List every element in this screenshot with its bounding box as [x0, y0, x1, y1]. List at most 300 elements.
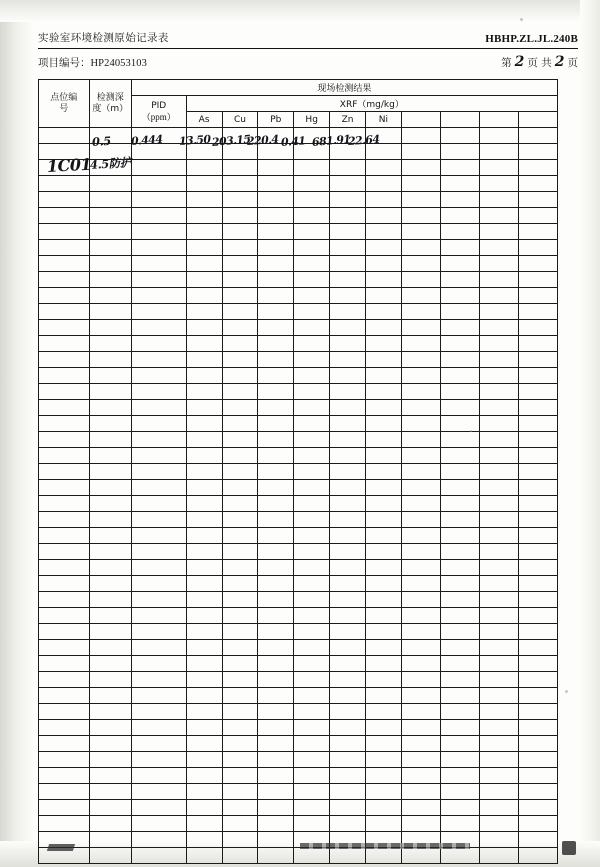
table-cell[interactable]	[258, 480, 294, 496]
table-cell[interactable]	[258, 736, 294, 752]
table-cell[interactable]	[479, 384, 518, 400]
table-row[interactable]	[39, 176, 558, 192]
table-cell[interactable]	[518, 752, 557, 768]
table-cell[interactable]	[294, 464, 330, 480]
table-cell[interactable]	[440, 848, 479, 864]
table-cell[interactable]	[89, 672, 131, 688]
table-cell[interactable]	[479, 496, 518, 512]
table-cell[interactable]	[258, 784, 294, 800]
table-cell[interactable]	[294, 512, 330, 528]
table-cell[interactable]	[440, 480, 479, 496]
table-cell[interactable]	[186, 720, 222, 736]
table-cell[interactable]	[186, 496, 222, 512]
table-cell[interactable]	[518, 528, 557, 544]
table-cell[interactable]	[89, 176, 131, 192]
table-cell[interactable]	[330, 576, 366, 592]
table-cell[interactable]	[365, 704, 401, 720]
table-row[interactable]	[39, 848, 558, 864]
table-cell[interactable]	[294, 848, 330, 864]
table-cell[interactable]	[365, 768, 401, 784]
table-cell[interactable]	[518, 816, 557, 832]
table-cell[interactable]	[258, 592, 294, 608]
table-row[interactable]	[39, 800, 558, 816]
table-cell[interactable]	[39, 144, 90, 160]
table-cell[interactable]	[131, 800, 186, 816]
table-cell[interactable]	[222, 720, 258, 736]
table-cell[interactable]	[89, 624, 131, 640]
table-cell[interactable]	[518, 848, 557, 864]
table-cell[interactable]	[479, 320, 518, 336]
table-cell[interactable]	[222, 512, 258, 528]
table-cell[interactable]	[479, 560, 518, 576]
table-cell[interactable]	[365, 128, 401, 144]
table-cell[interactable]	[479, 448, 518, 464]
table-cell[interactable]	[294, 272, 330, 288]
table-cell[interactable]	[186, 272, 222, 288]
table-cell[interactable]	[222, 224, 258, 240]
table-cell[interactable]	[365, 848, 401, 864]
table-cell[interactable]	[186, 320, 222, 336]
table-cell[interactable]	[440, 128, 479, 144]
table-cell[interactable]	[89, 736, 131, 752]
table-cell[interactable]	[131, 144, 186, 160]
table-cell[interactable]	[401, 640, 440, 656]
table-cell[interactable]	[39, 464, 90, 480]
table-cell[interactable]	[330, 224, 366, 240]
table-cell[interactable]	[518, 832, 557, 848]
table-cell[interactable]	[401, 144, 440, 160]
table-cell[interactable]	[131, 448, 186, 464]
table-cell[interactable]	[479, 400, 518, 416]
table-cell[interactable]	[39, 704, 90, 720]
table-cell[interactable]	[89, 576, 131, 592]
table-cell[interactable]	[131, 704, 186, 720]
table-cell[interactable]	[222, 816, 258, 832]
table-cell[interactable]	[518, 240, 557, 256]
table-cell[interactable]	[39, 288, 90, 304]
table-cell[interactable]	[131, 128, 186, 144]
table-cell[interactable]	[186, 256, 222, 272]
table-cell[interactable]	[365, 336, 401, 352]
table-cell[interactable]	[131, 832, 186, 848]
table-cell[interactable]	[131, 816, 186, 832]
table-cell[interactable]	[401, 416, 440, 432]
table-cell[interactable]	[258, 432, 294, 448]
table-cell[interactable]	[479, 800, 518, 816]
table-cell[interactable]	[479, 848, 518, 864]
table-cell[interactable]	[131, 560, 186, 576]
table-cell[interactable]	[401, 784, 440, 800]
table-cell[interactable]	[222, 800, 258, 816]
table-cell[interactable]	[401, 384, 440, 400]
table-cell[interactable]	[131, 736, 186, 752]
table-cell[interactable]	[365, 384, 401, 400]
table-cell[interactable]	[330, 448, 366, 464]
table-cell[interactable]	[89, 304, 131, 320]
table-row[interactable]	[39, 288, 558, 304]
table-cell[interactable]	[258, 352, 294, 368]
table-cell[interactable]	[518, 592, 557, 608]
table-cell[interactable]	[401, 560, 440, 576]
table-cell[interactable]	[365, 624, 401, 640]
table-cell[interactable]	[479, 208, 518, 224]
table-cell[interactable]	[401, 672, 440, 688]
table-cell[interactable]	[186, 512, 222, 528]
table-cell[interactable]	[39, 656, 90, 672]
table-cell[interactable]	[401, 224, 440, 240]
table-row[interactable]	[39, 672, 558, 688]
table-cell[interactable]	[89, 144, 131, 160]
table-cell[interactable]	[401, 304, 440, 320]
table-cell[interactable]	[401, 256, 440, 272]
table-cell[interactable]	[365, 368, 401, 384]
table-cell[interactable]	[365, 208, 401, 224]
table-cell[interactable]	[440, 768, 479, 784]
table-cell[interactable]	[294, 432, 330, 448]
table-cell[interactable]	[365, 320, 401, 336]
table-cell[interactable]	[479, 768, 518, 784]
table-cell[interactable]	[294, 784, 330, 800]
table-cell[interactable]	[89, 832, 131, 848]
table-cell[interactable]	[518, 288, 557, 304]
table-cell[interactable]	[186, 736, 222, 752]
table-cell[interactable]	[365, 560, 401, 576]
table-cell[interactable]	[222, 848, 258, 864]
table-cell[interactable]	[258, 304, 294, 320]
table-cell[interactable]	[186, 432, 222, 448]
table-row[interactable]	[39, 336, 558, 352]
table-cell[interactable]	[258, 384, 294, 400]
table-cell[interactable]	[39, 320, 90, 336]
table-cell[interactable]	[131, 416, 186, 432]
table-cell[interactable]	[222, 240, 258, 256]
table-cell[interactable]	[330, 592, 366, 608]
table-cell[interactable]	[518, 704, 557, 720]
table-cell[interactable]	[330, 496, 366, 512]
table-cell[interactable]	[258, 224, 294, 240]
table-cell[interactable]	[365, 512, 401, 528]
table-cell[interactable]	[518, 368, 557, 384]
table-cell[interactable]	[479, 704, 518, 720]
table-cell[interactable]	[258, 176, 294, 192]
table-cell[interactable]	[294, 656, 330, 672]
table-cell[interactable]	[330, 320, 366, 336]
table-row[interactable]	[39, 560, 558, 576]
table-cell[interactable]	[294, 192, 330, 208]
table-row[interactable]	[39, 400, 558, 416]
table-row[interactable]	[39, 320, 558, 336]
table-cell[interactable]	[330, 512, 366, 528]
table-cell[interactable]	[89, 432, 131, 448]
table-cell[interactable]	[131, 768, 186, 784]
table-cell[interactable]	[479, 256, 518, 272]
table-cell[interactable]	[518, 416, 557, 432]
table-cell[interactable]	[440, 576, 479, 592]
table-cell[interactable]	[89, 784, 131, 800]
table-cell[interactable]	[365, 160, 401, 176]
table-cell[interactable]	[131, 208, 186, 224]
table-row[interactable]	[39, 224, 558, 240]
table-cell[interactable]	[39, 240, 90, 256]
table-cell[interactable]	[186, 688, 222, 704]
table-cell[interactable]	[330, 656, 366, 672]
table-cell[interactable]	[330, 528, 366, 544]
table-cell[interactable]	[401, 688, 440, 704]
table-cell[interactable]	[330, 624, 366, 640]
table-cell[interactable]	[365, 432, 401, 448]
table-cell[interactable]	[222, 288, 258, 304]
table-cell[interactable]	[518, 624, 557, 640]
table-cell[interactable]	[222, 784, 258, 800]
table-cell[interactable]	[479, 336, 518, 352]
table-cell[interactable]	[330, 800, 366, 816]
table-cell[interactable]	[365, 672, 401, 688]
table-cell[interactable]	[89, 592, 131, 608]
table-cell[interactable]	[89, 128, 131, 144]
table-cell[interactable]	[365, 528, 401, 544]
table-cell[interactable]	[401, 768, 440, 784]
table-cell[interactable]	[39, 784, 90, 800]
table-cell[interactable]	[365, 496, 401, 512]
table-cell[interactable]	[258, 464, 294, 480]
table-cell[interactable]	[258, 848, 294, 864]
table-cell[interactable]	[186, 368, 222, 384]
table-cell[interactable]	[440, 320, 479, 336]
table-cell[interactable]	[440, 704, 479, 720]
table-cell[interactable]	[39, 368, 90, 384]
table-cell[interactable]	[222, 752, 258, 768]
table-cell[interactable]	[365, 592, 401, 608]
table-cell[interactable]	[294, 720, 330, 736]
table-cell[interactable]	[479, 432, 518, 448]
table-cell[interactable]	[131, 352, 186, 368]
table-cell[interactable]	[89, 272, 131, 288]
table-cell[interactable]	[222, 304, 258, 320]
table-cell[interactable]	[440, 640, 479, 656]
table-cell[interactable]	[131, 640, 186, 656]
table-row[interactable]	[39, 496, 558, 512]
table-cell[interactable]	[365, 176, 401, 192]
table-row[interactable]	[39, 688, 558, 704]
table-cell[interactable]	[401, 288, 440, 304]
table-cell[interactable]	[440, 672, 479, 688]
table-cell[interactable]	[222, 704, 258, 720]
table-cell[interactable]	[131, 400, 186, 416]
table-cell[interactable]	[330, 688, 366, 704]
table-cell[interactable]	[518, 176, 557, 192]
table-cell[interactable]	[186, 352, 222, 368]
table-cell[interactable]	[222, 560, 258, 576]
table-cell[interactable]	[365, 544, 401, 560]
table-cell[interactable]	[479, 128, 518, 144]
table-cell[interactable]	[330, 256, 366, 272]
table-cell[interactable]	[39, 736, 90, 752]
table-cell[interactable]	[258, 400, 294, 416]
table-cell[interactable]	[365, 448, 401, 464]
table-cell[interactable]	[258, 448, 294, 464]
table-cell[interactable]	[440, 256, 479, 272]
table-cell[interactable]	[518, 464, 557, 480]
table-cell[interactable]	[518, 768, 557, 784]
table-cell[interactable]	[401, 576, 440, 592]
table-cell[interactable]	[131, 496, 186, 512]
table-cell[interactable]	[258, 800, 294, 816]
table-cell[interactable]	[294, 208, 330, 224]
table-row[interactable]	[39, 128, 558, 144]
table-cell[interactable]	[440, 336, 479, 352]
table-cell[interactable]	[186, 448, 222, 464]
table-cell[interactable]	[479, 544, 518, 560]
table-cell[interactable]	[89, 528, 131, 544]
table-cell[interactable]	[330, 416, 366, 432]
table-row[interactable]	[39, 304, 558, 320]
table-cell[interactable]	[258, 768, 294, 784]
table-cell[interactable]	[89, 448, 131, 464]
table-cell[interactable]	[89, 336, 131, 352]
table-cell[interactable]	[518, 512, 557, 528]
table-cell[interactable]	[479, 640, 518, 656]
table-cell[interactable]	[294, 592, 330, 608]
table-cell[interactable]	[258, 576, 294, 592]
table-cell[interactable]	[294, 144, 330, 160]
table-cell[interactable]	[365, 576, 401, 592]
table-cell[interactable]	[294, 368, 330, 384]
table-cell[interactable]	[89, 608, 131, 624]
table-cell[interactable]	[518, 272, 557, 288]
table-cell[interactable]	[89, 400, 131, 416]
table-cell[interactable]	[186, 128, 222, 144]
table-row[interactable]	[39, 416, 558, 432]
table-row[interactable]	[39, 832, 558, 848]
table-cell[interactable]	[39, 576, 90, 592]
table-cell[interactable]	[89, 768, 131, 784]
table-cell[interactable]	[294, 128, 330, 144]
table-cell[interactable]	[294, 400, 330, 416]
table-cell[interactable]	[222, 384, 258, 400]
table-cell[interactable]	[518, 688, 557, 704]
table-cell[interactable]	[365, 784, 401, 800]
table-cell[interactable]	[89, 384, 131, 400]
table-cell[interactable]	[222, 144, 258, 160]
table-cell[interactable]	[222, 736, 258, 752]
table-cell[interactable]	[258, 640, 294, 656]
table-cell[interactable]	[440, 688, 479, 704]
table-cell[interactable]	[258, 528, 294, 544]
table-cell[interactable]	[89, 160, 131, 176]
table-cell[interactable]	[186, 656, 222, 672]
table-cell[interactable]	[258, 832, 294, 848]
table-cell[interactable]	[294, 224, 330, 240]
table-cell[interactable]	[258, 288, 294, 304]
table-cell[interactable]	[440, 656, 479, 672]
table-cell[interactable]	[131, 656, 186, 672]
table-cell[interactable]	[330, 352, 366, 368]
table-cell[interactable]	[401, 320, 440, 336]
table-row[interactable]	[39, 144, 558, 160]
table-cell[interactable]	[222, 688, 258, 704]
table-cell[interactable]	[479, 176, 518, 192]
table-cell[interactable]	[131, 528, 186, 544]
table-cell[interactable]	[89, 208, 131, 224]
table-cell[interactable]	[131, 224, 186, 240]
table-cell[interactable]	[186, 240, 222, 256]
table-cell[interactable]	[186, 704, 222, 720]
table-cell[interactable]	[39, 544, 90, 560]
table-cell[interactable]	[401, 528, 440, 544]
table-cell[interactable]	[39, 352, 90, 368]
table-cell[interactable]	[330, 160, 366, 176]
table-cell[interactable]	[330, 192, 366, 208]
table-cell[interactable]	[479, 720, 518, 736]
table-row[interactable]	[39, 368, 558, 384]
table-cell[interactable]	[401, 464, 440, 480]
table-cell[interactable]	[39, 192, 90, 208]
table-cell[interactable]	[330, 784, 366, 800]
table-cell[interactable]	[186, 288, 222, 304]
table-cell[interactable]	[186, 800, 222, 816]
table-cell[interactable]	[330, 464, 366, 480]
table-cell[interactable]	[39, 672, 90, 688]
table-cell[interactable]	[131, 256, 186, 272]
table-cell[interactable]	[365, 304, 401, 320]
table-cell[interactable]	[365, 272, 401, 288]
table-cell[interactable]	[131, 368, 186, 384]
table-cell[interactable]	[89, 368, 131, 384]
table-cell[interactable]	[330, 736, 366, 752]
table-cell[interactable]	[131, 480, 186, 496]
table-cell[interactable]	[186, 544, 222, 560]
table-cell[interactable]	[131, 608, 186, 624]
table-cell[interactable]	[186, 672, 222, 688]
table-cell[interactable]	[39, 512, 90, 528]
table-cell[interactable]	[222, 272, 258, 288]
table-cell[interactable]	[365, 240, 401, 256]
table-cell[interactable]	[258, 560, 294, 576]
table-cell[interactable]	[330, 608, 366, 624]
table-cell[interactable]	[222, 128, 258, 144]
table-cell[interactable]	[479, 528, 518, 544]
table-cell[interactable]	[131, 320, 186, 336]
table-cell[interactable]	[518, 224, 557, 240]
table-cell[interactable]	[258, 240, 294, 256]
table-cell[interactable]	[518, 320, 557, 336]
table-cell[interactable]	[89, 816, 131, 832]
table-cell[interactable]	[186, 208, 222, 224]
table-cell[interactable]	[294, 176, 330, 192]
table-row[interactable]	[39, 240, 558, 256]
table-cell[interactable]	[39, 176, 90, 192]
table-cell[interactable]	[131, 432, 186, 448]
table-cell[interactable]	[186, 304, 222, 320]
table-row[interactable]	[39, 464, 558, 480]
table-cell[interactable]	[258, 160, 294, 176]
table-cell[interactable]	[186, 848, 222, 864]
table-cell[interactable]	[222, 528, 258, 544]
table-cell[interactable]	[222, 544, 258, 560]
table-cell[interactable]	[258, 672, 294, 688]
table-cell[interactable]	[401, 656, 440, 672]
table-row[interactable]	[39, 272, 558, 288]
table-cell[interactable]	[131, 672, 186, 688]
table-cell[interactable]	[222, 640, 258, 656]
table-cell[interactable]	[365, 736, 401, 752]
table-cell[interactable]	[39, 624, 90, 640]
table-row[interactable]	[39, 816, 558, 832]
table-cell[interactable]	[401, 432, 440, 448]
table-cell[interactable]	[89, 416, 131, 432]
table-cell[interactable]	[365, 480, 401, 496]
table-cell[interactable]	[440, 784, 479, 800]
